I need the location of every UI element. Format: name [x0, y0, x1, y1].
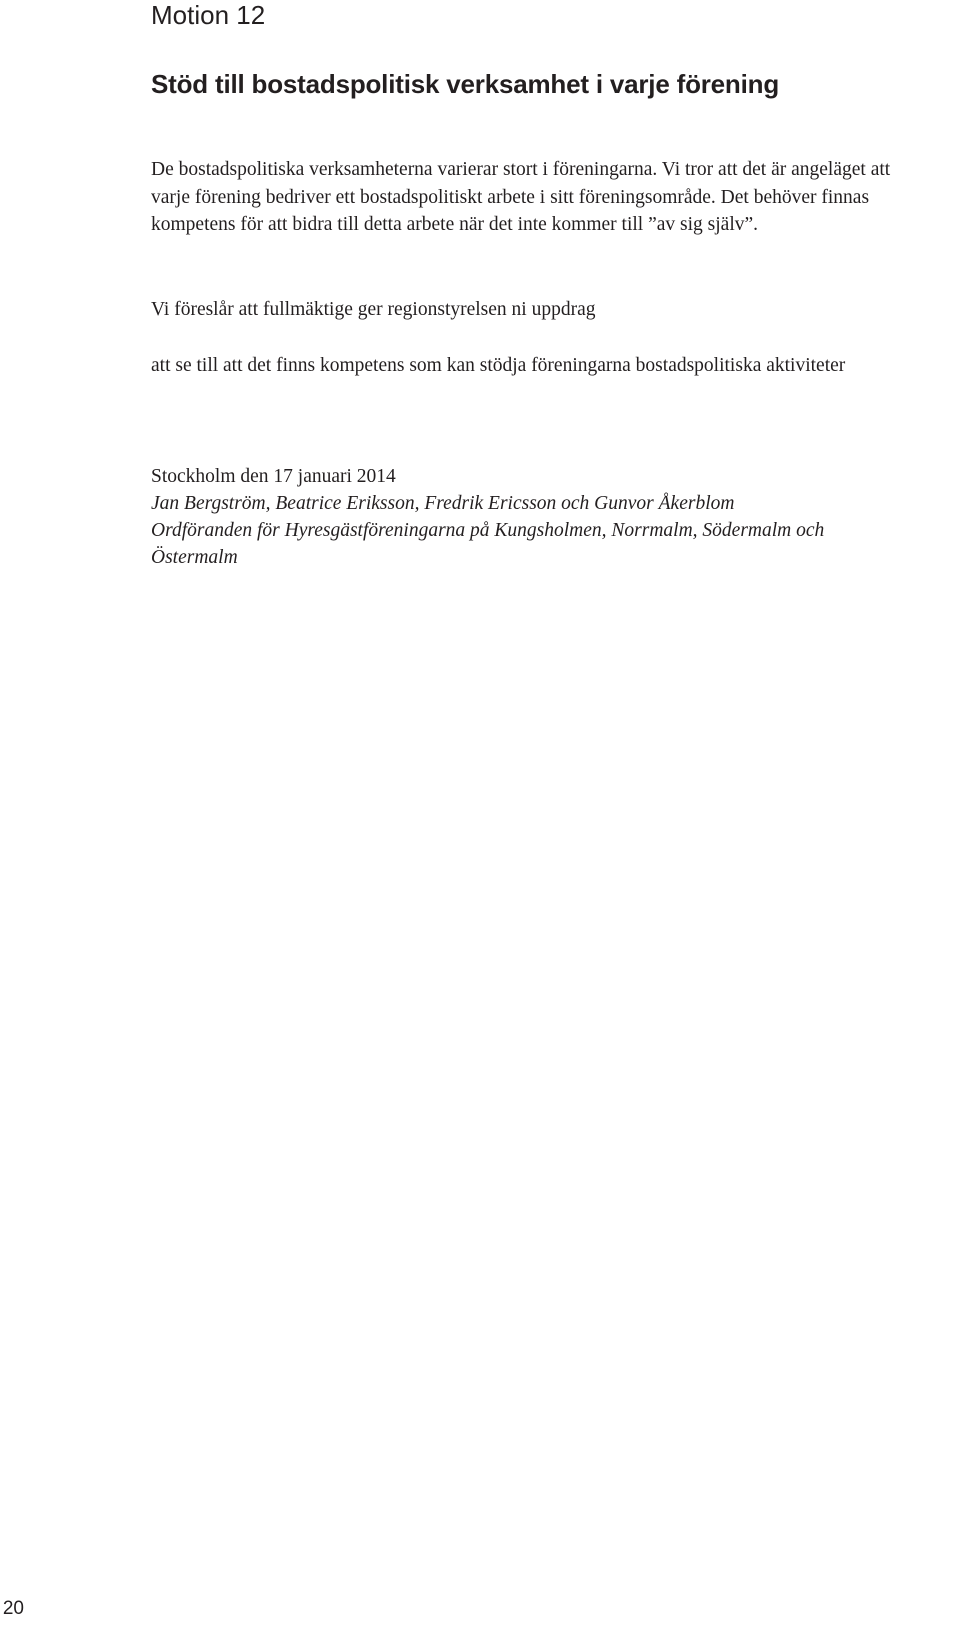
motion-label: Motion 12	[151, 0, 266, 30]
proposal-item: att se till att det finns kompetens som kan stödja föreningarna bostadspolitiska aktiviteter	[151, 355, 846, 376]
signature-names: Jan Bergström, Beatrice Eriksson, Fredrik Ericsson och Gunvor Åkerblom	[151, 493, 735, 514]
body-paragraph: De bostadspolitiska verksamheterna varierar stort i föreningarna. Vi tror att det är angeläget att varje förening bedriver ett bostadspolitiskt arbete i sitt föreningsområde. Det behöver finnas kompetens för att bidra till detta arbete när det inte kommer till ”av sig själv”.	[151, 159, 891, 235]
document-title: Stöd till bostadspolitisk verksamhet i varje förening	[151, 69, 779, 99]
signature-block	[151, 463, 911, 571]
page-number: 20	[2, 1598, 24, 1619]
signature-place-date: Stockholm den 17 januari 2014	[151, 466, 396, 487]
proposal-intro: Vi föreslår att fullmäktige ger regionstyrelsen ni uppdrag	[151, 299, 596, 320]
signature-role: Ordföranden för Hyresgästföreningarna på Kungsholmen, Norrmalm, Södermalm och Östermalm	[151, 520, 825, 568]
